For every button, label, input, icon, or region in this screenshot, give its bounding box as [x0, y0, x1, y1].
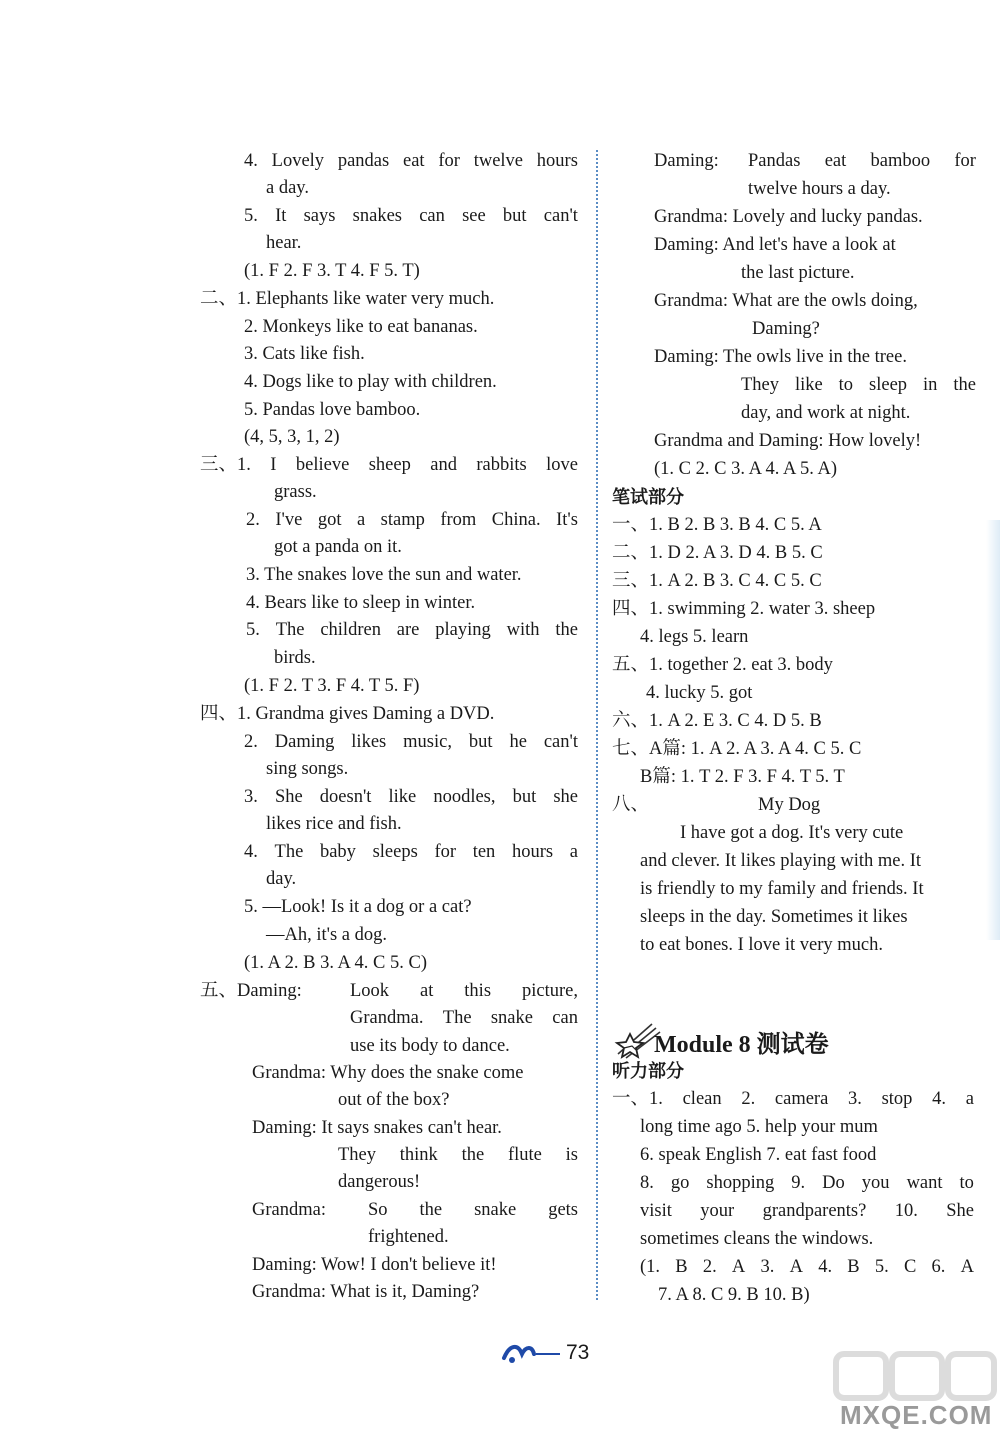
word: to: [959, 1173, 974, 1193]
word: clean: [682, 1089, 722, 1109]
text-line: I have got a dog. It's very cute: [680, 823, 904, 843]
word: got: [317, 510, 342, 530]
word: she: [553, 787, 578, 807]
text-line: the last picture.: [741, 263, 855, 283]
word: can't: [543, 732, 578, 752]
text-line: 八、: [612, 795, 650, 815]
word: 10.: [894, 1201, 918, 1221]
word: China.: [491, 510, 541, 530]
word: like: [794, 375, 823, 395]
text-line: [244, 786, 578, 808]
word: grandparents?: [762, 1201, 867, 1221]
text-line: day.: [266, 869, 297, 889]
word: from: [440, 510, 477, 530]
text-line: Grandma: Lovely and lucky pandas.: [654, 207, 923, 227]
text-line: likes rice and fish.: [266, 814, 402, 834]
word: B: [675, 1257, 688, 1277]
text-line: 三、1. A 2. B 3. C 4. C 5. C: [612, 571, 822, 591]
word: playing: [435, 620, 491, 640]
text-line: [748, 150, 976, 172]
text-line: 5. —Look! Is it a dog or a cat?: [244, 897, 472, 917]
word: ten: [472, 842, 496, 862]
text-line: day, and work at night.: [741, 403, 911, 423]
word: can: [552, 1008, 578, 1028]
word: for: [434, 842, 457, 862]
text-line: [246, 619, 578, 641]
text-line: [612, 1088, 974, 1110]
word: the: [953, 375, 976, 395]
word: 2.: [244, 732, 258, 752]
word: the: [555, 620, 578, 640]
word: hours: [536, 151, 578, 171]
word: can't: [543, 206, 578, 226]
word: a: [356, 510, 366, 530]
word: 5.: [874, 1257, 889, 1277]
text-line: grass.: [274, 482, 317, 502]
word: 4.: [244, 842, 258, 862]
word: but: [512, 787, 537, 807]
text-line: 二、1. D 2. A 3. D 4. B 5. C: [612, 543, 823, 563]
word: Lovely: [271, 151, 325, 171]
text-line: [338, 1144, 578, 1166]
text-line: Grandma: Why does the snake come: [252, 1063, 524, 1083]
text-line: 四、1. Grandma gives Daming a DVD.: [200, 704, 495, 724]
word: for: [954, 151, 976, 171]
text-line: got a panda on it.: [274, 537, 402, 557]
word: She: [274, 787, 303, 807]
section-heading: 听力部分: [612, 1061, 684, 1081]
word: rabbits: [476, 455, 527, 475]
word: hours: [511, 842, 554, 862]
word: 三、1.: [200, 455, 251, 475]
text-line: 3. Cats like fish.: [244, 344, 365, 364]
text-line: dangerous!: [338, 1172, 421, 1192]
text-line: 7. A 8. C 9. B 10. B): [658, 1285, 810, 1305]
text-line: Grandma and Daming: How lovely!: [654, 431, 922, 451]
text-line: twelve hours a day.: [748, 179, 891, 199]
word: It's: [556, 510, 578, 530]
text-line: 二、1. Elephants like water very much.: [200, 289, 495, 309]
text-line: 2. Monkeys like to eat bananas.: [244, 317, 478, 337]
word: a: [569, 842, 578, 862]
text-line: 4. lucky 5. got: [646, 683, 753, 703]
text-line: [244, 841, 578, 863]
word: you: [861, 1173, 890, 1193]
column-divider: [596, 150, 598, 1300]
word: They: [741, 375, 780, 395]
word: this: [464, 981, 492, 1001]
word: likes: [351, 732, 387, 752]
word: twelve: [473, 151, 524, 171]
word: It: [275, 206, 287, 226]
word: I've: [275, 510, 303, 530]
word: says: [303, 206, 336, 226]
text-line: [640, 1172, 974, 1194]
text-line: sing songs.: [266, 759, 349, 779]
word: the: [461, 1145, 485, 1165]
word: doesn't: [319, 787, 372, 807]
word: and: [430, 455, 457, 475]
word: visit: [640, 1201, 672, 1221]
word: 4.: [244, 151, 258, 171]
text-line: 4. Dogs like to play with children.: [244, 372, 497, 392]
word: The: [274, 842, 304, 862]
text-line: use its body to dance.: [350, 1036, 510, 1056]
text-line: hear.: [266, 233, 302, 253]
text-line: (1. A 2. B 3. A 4. C 5. C): [244, 953, 427, 973]
text-line: [368, 1199, 578, 1221]
section-heading: 笔试部分: [612, 487, 684, 507]
word: eat: [403, 151, 425, 171]
text-line: [244, 731, 578, 753]
text-line: [640, 1200, 974, 1222]
text-line: [200, 454, 578, 476]
text-line: and clever. It likes playing with me. It: [640, 851, 922, 871]
text-line: Daming: It says snakes can't hear.: [252, 1118, 502, 1138]
word: to: [838, 375, 854, 395]
text-line: (4, 5, 3, 1, 2): [244, 427, 340, 447]
word: sleeps: [372, 842, 418, 862]
module-title: Module 8 测试卷: [654, 1032, 829, 1058]
word: So: [368, 1200, 388, 1220]
word: The: [275, 620, 305, 640]
text-line: (1. F 2. F 3. T 4. F 5. T): [244, 261, 420, 281]
text-line: 六、1. A 2. E 3. C 4. D 5. B: [612, 711, 822, 731]
word: 8.: [640, 1173, 654, 1193]
text-line: (1. C 2. C 3. A 4. A 5. A): [654, 459, 837, 479]
text-line: sleeps in the day. Sometimes it likes: [640, 907, 908, 927]
text-line: 七、A篇: 1. A 2. A 3. A 4. C 5. C: [612, 739, 862, 759]
word: 5.: [246, 620, 260, 640]
word: I: [270, 455, 277, 475]
text-line: My Dog: [758, 795, 821, 815]
word: but: [468, 732, 493, 752]
text-line: B篇: 1. T 2. F 3. F 4. T 5. T: [640, 767, 845, 787]
word: Daming: [274, 732, 335, 752]
word: Look: [350, 981, 390, 1001]
word: She: [946, 1201, 974, 1221]
text-line: [244, 205, 578, 227]
word: Do: [822, 1173, 845, 1193]
word: baby: [319, 842, 356, 862]
word: with: [506, 620, 540, 640]
text-line: birds.: [274, 648, 316, 668]
word: bamboo: [870, 151, 931, 171]
text-line: 4. legs 5. learn: [640, 627, 749, 647]
word: sleep: [869, 375, 908, 395]
word: C: [903, 1257, 917, 1277]
word: 一、1.: [612, 1089, 663, 1109]
word: gets: [548, 1200, 578, 1220]
text-line: [246, 509, 578, 531]
word: flute: [507, 1145, 542, 1165]
word: 2.: [246, 510, 260, 530]
word: see: [462, 206, 486, 226]
text-line: 四、1. swimming 2. water 3. sheep: [612, 599, 876, 619]
publisher-logo-icon: [500, 1340, 562, 1366]
text-line: 5. Pandas love bamboo.: [244, 400, 421, 420]
word: picture,: [521, 981, 578, 1001]
text-line: sometimes cleans the windows.: [640, 1229, 874, 1249]
text-line: 6. speak English 7. eat fast food: [640, 1145, 877, 1165]
word: but: [502, 206, 527, 226]
page-number: 73: [566, 1341, 590, 1364]
word: is: [565, 1145, 578, 1165]
text-line: Daming: Wow! I don't believe it!: [252, 1255, 497, 1275]
word: are: [396, 620, 420, 640]
word: 4.: [932, 1089, 947, 1109]
word: snake: [490, 1008, 533, 1028]
word: shopping: [706, 1173, 775, 1193]
word: sheep: [368, 455, 411, 475]
watermark-text: MXQE.COM: [840, 1400, 993, 1430]
text-line: [350, 980, 578, 1002]
text-line: 3. The snakes love the sun and water.: [246, 565, 522, 585]
word: 6.: [931, 1257, 946, 1277]
word: a: [965, 1089, 974, 1109]
word: A: [789, 1257, 803, 1277]
word: 3.: [760, 1257, 775, 1277]
word: children: [320, 620, 381, 640]
text-line: Grandma: What is it, Daming?: [252, 1282, 480, 1302]
word: A: [960, 1257, 974, 1277]
word: 5.: [244, 206, 258, 226]
word: 2.: [741, 1089, 756, 1109]
word: camera: [774, 1089, 829, 1109]
text-line: is friendly to my family and friends. It: [640, 879, 924, 899]
text-line: 五、1. together 2. eat 3. body: [612, 655, 833, 675]
word: pandas: [337, 151, 390, 171]
word: The: [442, 1008, 472, 1028]
word: in: [922, 375, 938, 395]
word: 3.: [848, 1089, 862, 1109]
word: Pandas: [748, 151, 801, 171]
page-edge-shade: [986, 520, 1000, 940]
word: stamp: [380, 510, 425, 530]
text-line: out of the box?: [338, 1090, 450, 1110]
text-line: Daming?: [752, 319, 820, 339]
word: 9.: [791, 1173, 806, 1193]
text-line: long time ago 5. help your mum: [640, 1117, 878, 1137]
word: go: [670, 1173, 690, 1193]
text-line: 五、Daming:: [200, 981, 302, 1001]
text-line: Grandma: What are the owls doing,: [654, 291, 918, 311]
text-line: Daming: The owls live in the tree.: [654, 347, 907, 367]
text-line: Daming:: [654, 151, 719, 171]
word: Grandma.: [350, 1008, 424, 1028]
text-line: Daming: And let's have a look at: [654, 235, 896, 255]
text-line: [350, 1007, 578, 1029]
word: snake: [474, 1200, 517, 1220]
word: They: [338, 1145, 377, 1165]
text-line: 4. Bears like to sleep in winter.: [246, 593, 476, 613]
text-line: (1. F 2. T 3. F 4. T 5. F): [244, 676, 420, 696]
word: love: [546, 455, 578, 475]
word: 4.: [818, 1257, 833, 1277]
word: can: [419, 206, 445, 226]
text-line: [640, 1256, 974, 1278]
word: like: [388, 787, 417, 807]
text-line: to eat bones. I love it very much.: [640, 935, 884, 955]
word: eat: [824, 151, 847, 171]
text-line: [741, 374, 976, 396]
word: music,: [403, 732, 452, 752]
word: at: [420, 981, 434, 1001]
word: stop: [881, 1089, 913, 1109]
word: 2.: [702, 1257, 717, 1277]
word: A: [731, 1257, 746, 1277]
word: think: [399, 1145, 438, 1165]
text-line: 一、1. B 2. B 3. B 4. C 5. A: [612, 515, 822, 535]
word: 3.: [244, 787, 258, 807]
word: your: [700, 1201, 735, 1221]
word: snakes: [352, 206, 402, 226]
word: the: [419, 1200, 443, 1220]
text-line: Grandma:: [252, 1200, 326, 1220]
text-line: —Ah, it's a dog.: [266, 925, 388, 945]
text-line: [244, 150, 578, 172]
text-line: a day.: [266, 178, 309, 198]
word: want: [906, 1173, 943, 1193]
word: believe: [295, 455, 350, 475]
text-line: frightened.: [368, 1227, 449, 1247]
word: B: [847, 1257, 860, 1277]
word: noodles,: [433, 787, 496, 807]
word: (1.: [640, 1257, 661, 1277]
word: for: [438, 151, 460, 171]
word: he: [509, 732, 527, 752]
